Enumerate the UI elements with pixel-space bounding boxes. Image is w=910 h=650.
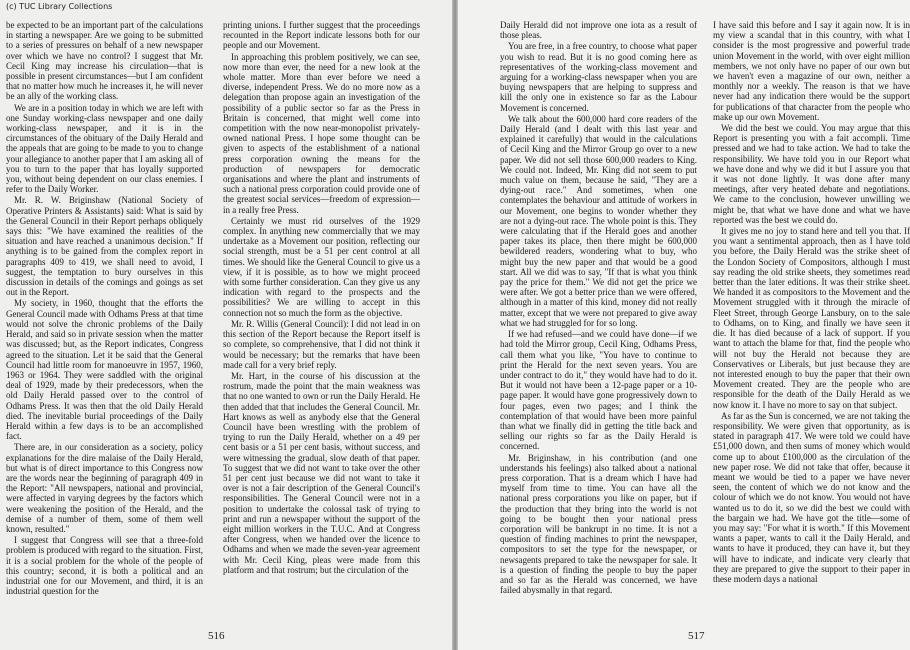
watermark: (c) TUC Library Collections — [6, 2, 113, 11]
paragraph: Mr. Briginshaw, in his contribution (and one understands his feelings) also talked about a national press corporation. That is a dream which I have had myself from time to time. You can have all the national press corporations you like on paper, but if the production that they bring into the world is not going to be bought then your national press corporation will be bankrupt in no time. It is not a question of finding machines to print the newspaper, compositors to set the type for the newspaper, or newsagents prepared to take the newspaper for sale. It is a question of finding the people to buy the paper and so far as the Herald was concerned, we have failed abysmally in that regard. — [500, 452, 697, 596]
paragraph: We are in a position today in which we are left with one Sunday working-class newspaper and one daily working-class newspaper, and it is in the circumstances of the obituary of the Daily Herald and the appeals that are going to be made to you to change your allegiance to another paper that I am asking all of you to turn to the paper that has loyally supported you, without being dependent on our class enemies. I refer to the Daily Worker. — [6, 102, 203, 195]
paragraph: printing unions. I further suggest that the proceedings recounted in the Report indicate lessons both for our people and our Movement. — [223, 20, 420, 51]
paragraph: Mr. R. Willis (General Council): I did not lead in on this section of the Report because the Report itself is so complete, so comprehensive, that I did not think it would be necessary; but the remarks that have been made call for a very brief reply. — [223, 318, 420, 370]
paragraph: If we had refused—and we could have done—if we had told the Mirror group, Cecil King, Odhams Press, call them what you like, "You have to continue to print the Herald for the next seven years. You are under contract to do it," they would have had to do it. But it would not have been a 12-page paper or a 10-page paper. It would have gone progressively down to four pages, even two pages; and I think the contemplation of that would have been more painful than what we finally did in getting the title back and selling our rights so far as the Daily Herald is concerned. — [500, 329, 697, 452]
paragraph: There are, in our consideration as a society, policy explanations for the dire malaise of the Daily Herald, but what is of direct importance to this Congress now are the words near the beginning of paragraph 409 in the Report: "All newspapers, national and provincial, were affected in varying degrees by the factors which were weakening the position of the Herald, and the demise of a number of them, some of them well known, resulted." — [6, 442, 203, 534]
paragraph: We talk about the 600,000 hard core readers of the Daily Herald (and I dealt with this last year and explained it carefully) that would in the calculations of Cecil King and the Mirror Group go over to a new paper. We did not sell those 600,000 readers to King. We could not. Indeed, Mr. King did not seem to put much value on them, because he said, "They are a dying-out race." And sometimes, when one contemplates the behaviour and attitude of workers in our Movement, one begins to wonder whether they are not a dying-out race. The whole point is this. They were calculating that if the Herald goes and another paper takes its place, then there might be 600,000 bewildered readers, wondering what to buy, who might buy the new paper and that would be a good start. All we did was to say, "If that is what you think pay the price for them." We did not get the price we were after. We got a better price than we were offered, although in a matter of this kind, money did not really matter, except that we were not prepared to give away what we had struggled for for so long. — [500, 113, 697, 328]
paragraph: In approaching this problem positively, we can see, now more than ever, the need for a new look at the whole matter. More than ever before we need a diverse, independent Press. We do no more now as a delegation than propose again an investigation of the possibility of a public sector so far as the Press in Britain is concerned, that might well come into competition with the now near-monopolist privately-owned national Press. I hope some thought can be given to aspects of the establishment of a national press corporation owning the means for the production of newspapers for democratic organisations and where the plant and instruments of such a national press corporation could provide one of the greatest social services—freedom of expression—in a really free Press. — [223, 51, 420, 215]
page-right — [458, 0, 910, 650]
page-number-left: 516 — [208, 630, 225, 642]
paragraph: I have said this before and I say it again now. It is in my view a scandal that in this country, with what I consider is the most progressive and powerful trade union Movement in the world, with over eight million members, we not only have no paper of our own but we haven't even a magazine of our own, neither a monthly nor a weekly. The reason is that we have never had any indication there would be the support for publications of that character from the people who make up our own Movement. — [713, 20, 910, 122]
paragraph: It gives me no joy to stand here and tell you that. If you want a sentimental approach, then as I have told you before, the Daily Herald was the strike sheet of the London Society of Compositors, although I must say reading the old strike sheets, they sometimes read better than the later editions. It was their strike sheet. We handed it as compositors to the Movement and the Movement struggled with it through the miracle of Fleet Street, through George Lansbury, on to the sale to Odhams, on to King, and finally we have seen it die. It has died because of a lack of support. If you want to attach the blame for that, find the people who will not buy the Herald not because they are Conservatives or Liberals, but just because they are not interested enough to buy the paper that their own Movement created. They are the people who are responsible for the death of the Daily Herald as we now know it. I have no more to say on that subject. — [713, 226, 910, 410]
paragraph: My society, in 1960, thought that the efforts the General Council made with Odhams Press at that time would not solve the chronic problems of the Daily Herald, and said so in private session when the matter was discussed; but, as the Report indicates, Congress agreed to the situation. Let it be said that the General Council had little room for manoeuvre in 1957, 1960, 1963 or 1964. They were saddled with the original deal of 1929, made by their predecessors, when the old Daily Herald passed over to the control of Odhams Press. It was then that the old Daily Herald died. The inevitable burial proceedings of the Daily Herald within a few days is to be an accomplished fact. — [6, 298, 203, 442]
paragraph: I suggest that Congress will see that a three-fold problem is produced with regard to the situation. First, it is a social problem for the whole of the people of this country; second, it is both a political and an industrial one for our Movement, and third, it is an industrial question for the — [6, 535, 203, 597]
paragraph: Daily Herald did not improve one iota as a result of those pleas. — [500, 20, 697, 41]
left-column-1 — [6, 20, 203, 620]
paragraph: As far as the Sun is concerned, we are not taking the responsibility. We were given that opportunity, as is stated in paragraph 417. We were told we could have £51,000 down, and then sums of money which would come up to about £100,000 as the circulation of the new paper rose. We did not take that offer, because it meant we would be tied to a paper we have never seen, the content of which we do not know and the colour of which we do not know. You would not have wanted us to do it, so we did the best we could with the bargain we had. We have got the title—some of you may say: "For what it is worth." If this Movement wants a paper, wants to call it the Daily Herald, and wants to have it produced, they can have it, but they will have to indicate, and indicate very clearly that they are prepared to give the support to their paper in these modern days a national — [713, 410, 910, 584]
left-column-2 — [223, 20, 420, 620]
page-left — [0, 0, 452, 650]
page-number-right: 517 — [688, 630, 705, 642]
right-column-1 — [500, 20, 697, 620]
paragraph: Certainly we must rid ourselves of the 1929 complex. In anything new commercially that we may undertake as a Movement our position, reflecting our social strength, must be a 51 per cent control at all times. We should like the General Council to give us a view, if it is possible, as to how we might proceed with some further consideration. Can they give us any indication with regard to the prospects and the possibilities? We are willing to accept in this connection not so much the form as the objective. — [223, 215, 420, 318]
paragraph: We did the best we could. You may argue that this Report is presenting you with a fait accompli. Time pressed and we had to take action. We had to take the responsibility. We have told you in our Report what we have done and why we did it but I assure you that it was not done lightly. It was done after many meetings, after very heated debate and negotiations. We came to the conclusion, however unwilling we might be, that what we have done and what we have reported was the best we could do. — [713, 123, 910, 225]
paragraph: Mr. Hart, in the course of his discussion at the rostrum, made the point that the main weakness was that no one wanted to own or run the Daily Herald. He then added that that includes the General Council. Mr. Hart knows as well as anybody else that the General Council have been wrestling with the problem of trying to run the Daily Herald, whether on a 49 per cent basis or a 51 per cent basis, without success, and were witnessing the gradual, slow death of that paper. To suggest that we did not want to take over the other 51 per cent just because we did not want to take it over is not a fair description of the General Council's responsibilities. The General Council were not in a position to undertake the colossal task of trying to print and run a newspaper without the support of the eight million workers in the T.U.C. And at Congress after Congress, when we handed over the licence to Odhams and when we made the seven-year agreement with Mr. Cecil King, pleas were made from this platform and that rostrum; but the circulation of the — [223, 370, 420, 575]
paragraph: Mr. R. W. Briginshaw (National Society of Operative Printers & Assistants) said: What is said by the General Council in their Report perhaps obliquely says this: "We have examined the realities of the situation and have reached a unanimous decision." If anything is to be gained from the complex report in paragraphs 409 to 419, we shall need to avoid, I suggest, the temptation to bury ourselves in this discussion in details of the comings and goings as set out in the Report. — [6, 195, 203, 298]
paragraph: You are free, in a free country, to choose what paper you wish to read. But it is no good coming here as representatives of the working-class movement and arguing for a working-class newspaper when you are buying newspapers that are helping to suppress and kill the only one in existence so far as the Labour Movement is concerned. — [500, 41, 697, 113]
paragraph: be expected to be an important part of the calculations in starting a newspaper. Are we going to be submitted to a series of pressures on behalf of a new newspaper over which we have no control? I suggest that Mr. Cecil King may increase his circulation—that is possible in present circumstances—but I am confident that no matter how much he increases it, he will never be an ally of the working class. — [6, 20, 203, 102]
right-column-2 — [713, 20, 910, 620]
